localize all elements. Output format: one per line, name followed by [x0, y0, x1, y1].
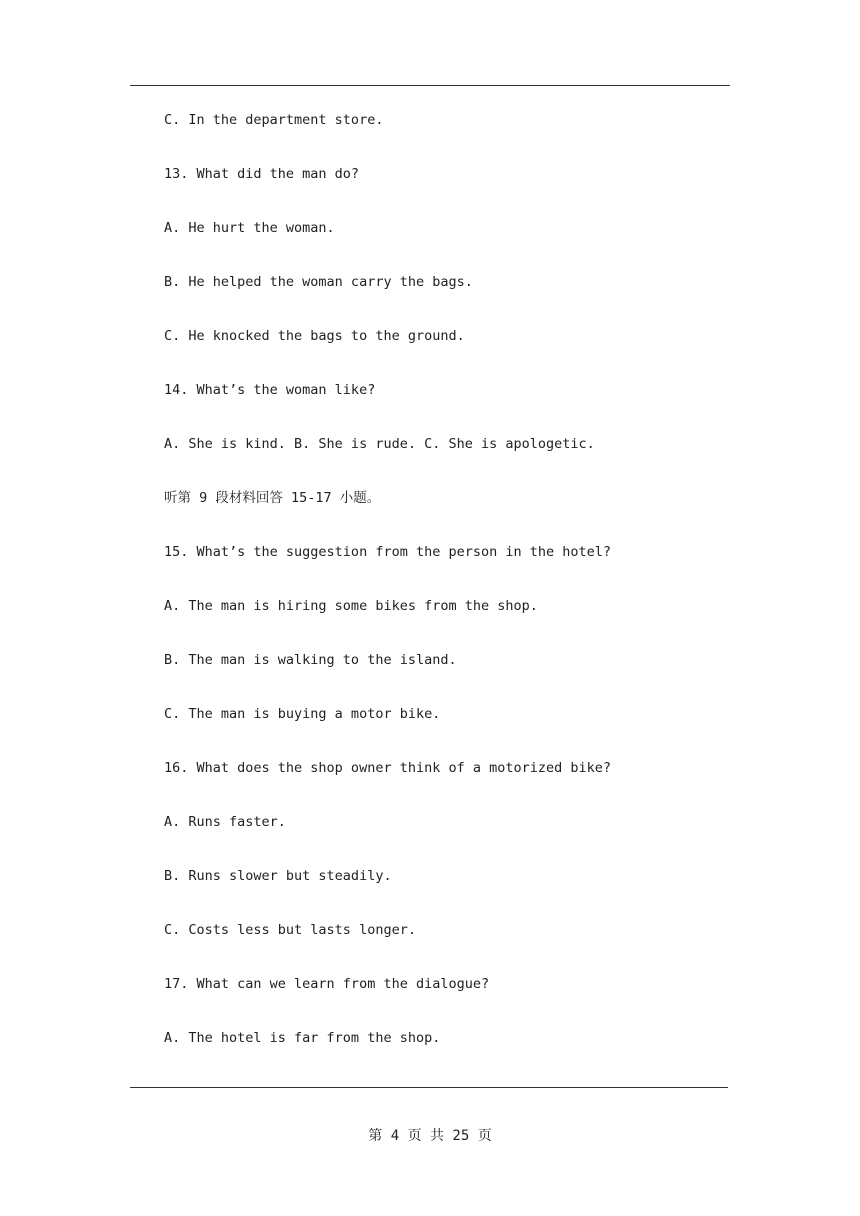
option-c-q15: C. The man is buying a motor bike. — [164, 706, 441, 722]
question-17: 17. What can we learn from the dialogue? — [164, 976, 490, 992]
option-a-q13: A. He hurt the woman. — [164, 220, 335, 236]
question-15: 15. What’s the suggestion from the person in the hotel? — [164, 544, 612, 560]
option-b-q16: B. Runs slower but steadily. — [164, 868, 392, 884]
option-b-q15: B. The man is walking to the island. — [164, 652, 457, 668]
footer-rule — [130, 1087, 728, 1088]
option-b-q13: B. He helped the woman carry the bags. — [164, 274, 473, 290]
question-14: 14. What’s the woman like? — [164, 382, 376, 398]
page-number: 第 4 页 共 25 页 — [368, 1128, 492, 1144]
option-c-q12: C. In the department store. — [164, 112, 384, 128]
question-16: 16. What does the shop owner think of a motorized bike? — [164, 760, 612, 776]
option-a-q16: A. Runs faster. — [164, 814, 286, 830]
option-a-q17: A. The hotel is far from the shop. — [164, 1030, 441, 1046]
option-c-q13: C. He knocked the bags to the ground. — [164, 328, 465, 344]
options-q14: A. She is kind. B. She is rude. C. She is apologetic. — [164, 436, 595, 452]
option-a-q15: A. The man is hiring some bikes from the shop. — [164, 598, 538, 614]
question-list — [164, 110, 611, 1082]
option-c-q16: C. Costs less but lasts longer. — [164, 922, 416, 938]
question-13: 13. What did the man do? — [164, 166, 360, 182]
header-rule — [130, 85, 730, 86]
section-instruction: 听第 9 段材料回答 15-17 小题。 — [164, 490, 381, 506]
